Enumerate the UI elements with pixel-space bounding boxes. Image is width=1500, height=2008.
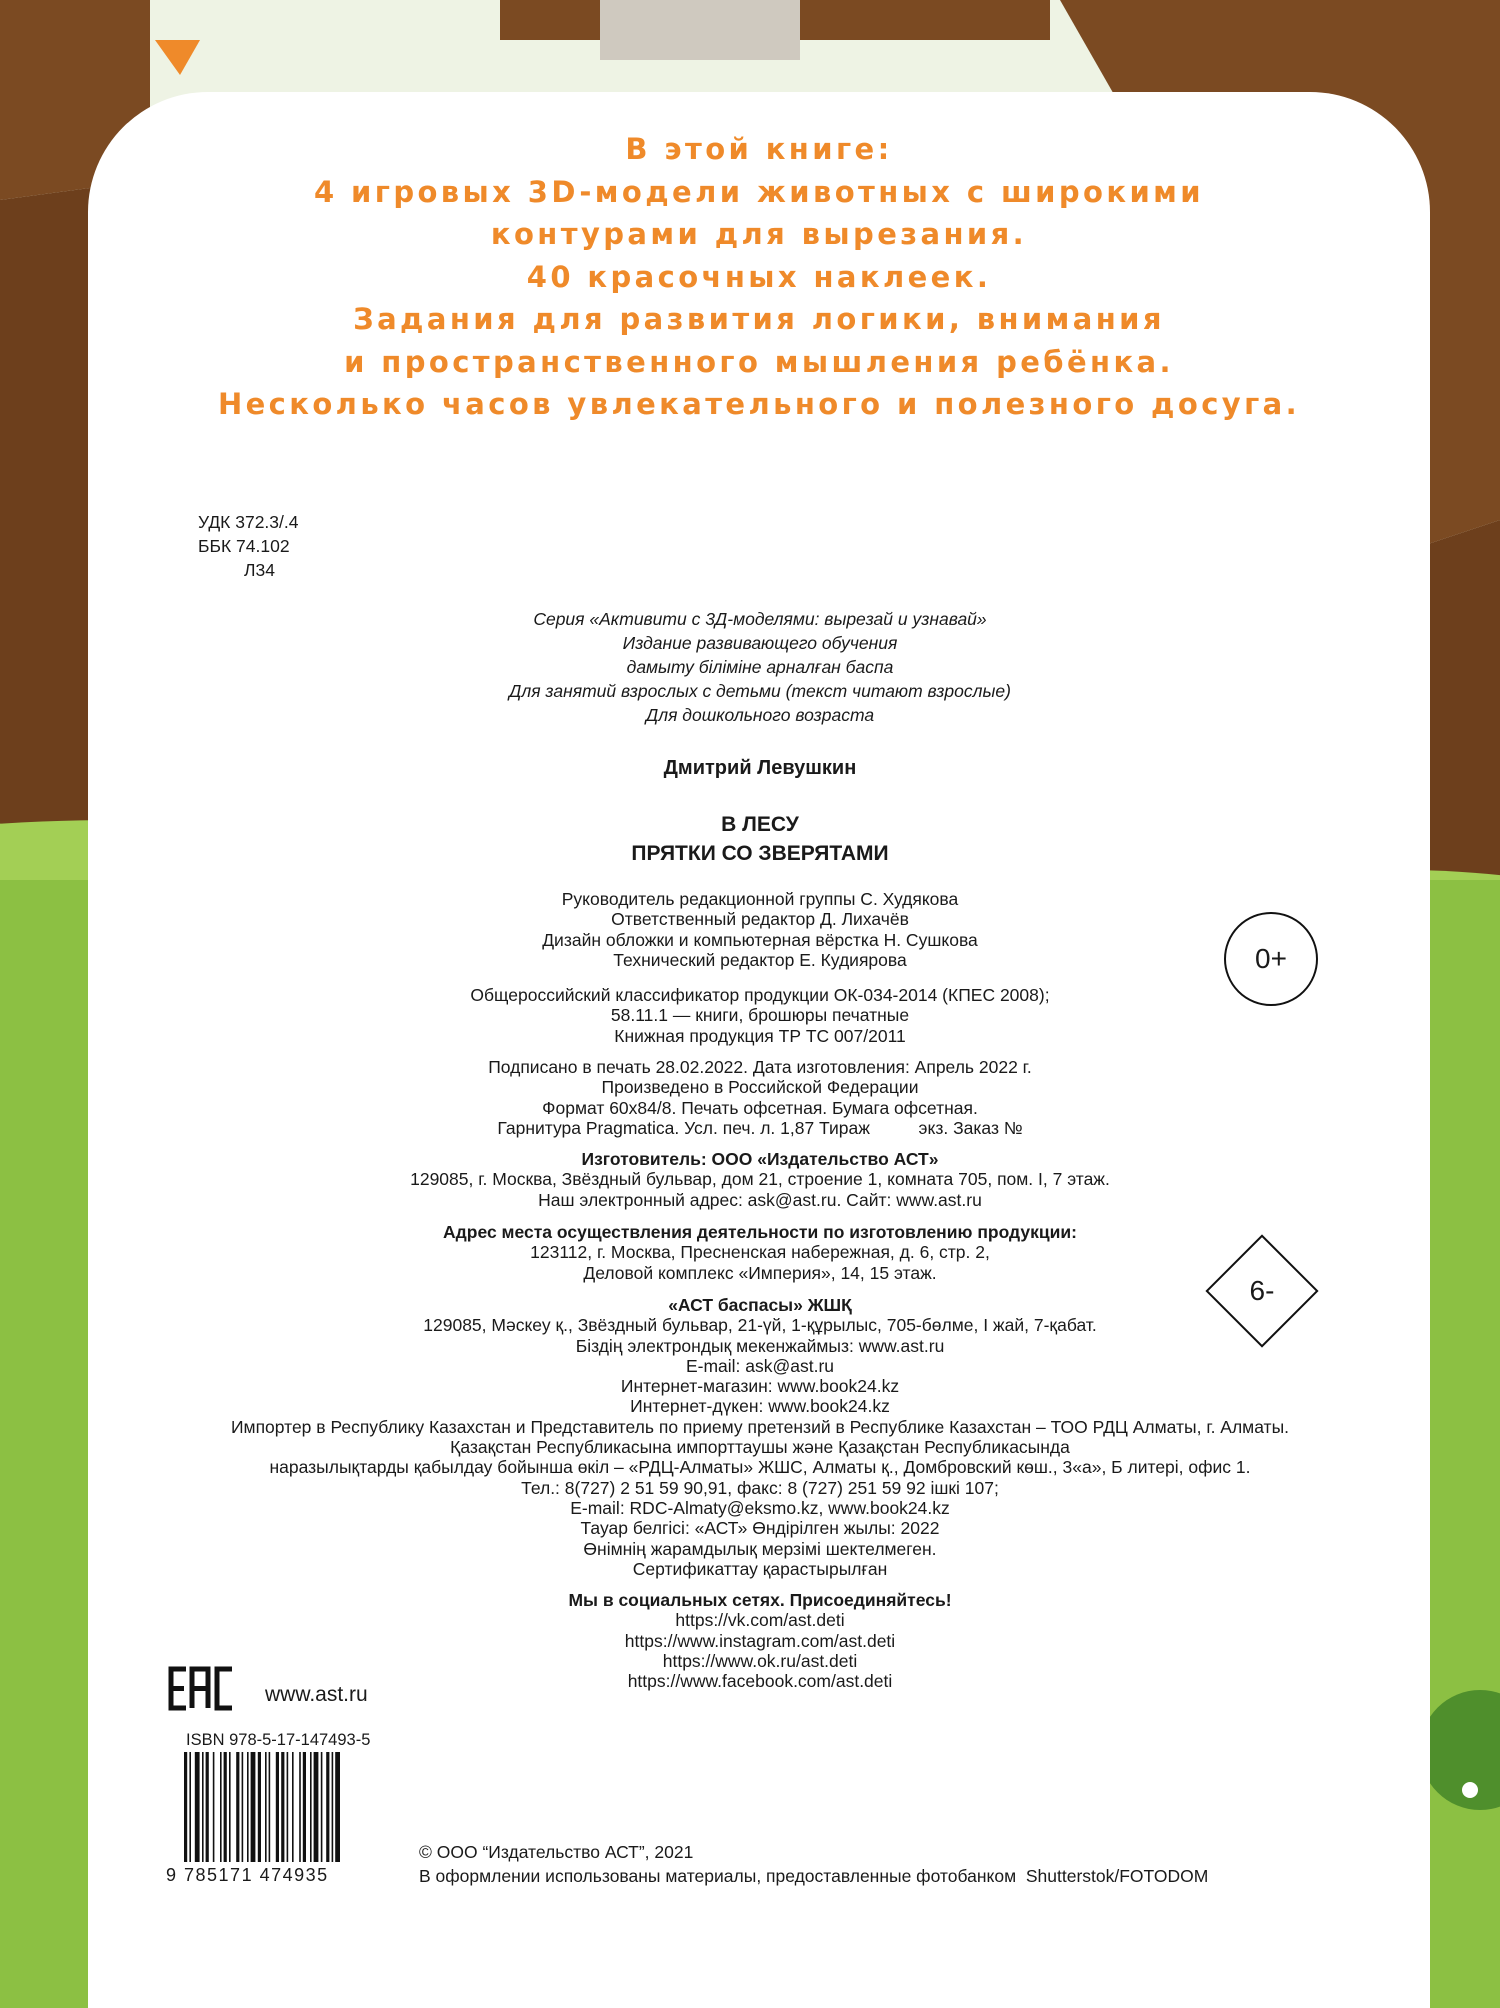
social-link-ok[interactable]: https://www.ok.ru/ast.deti — [662, 1650, 858, 1671]
print-info-line: Формат 60x84/8. Печать офсетная. Бумага офсетная. — [542, 1097, 978, 1118]
barcode-bar — [213, 1752, 215, 1862]
kz-publisher-line: 129085, Мәскеу қ., Звёздный бульвар, 21-үй, 1-құрылыс, 705-бөлме, I жай, 7-қабат. — [423, 1315, 1097, 1336]
kz-publisher-block — [100, 1295, 1420, 1579]
barcode-bar — [242, 1752, 244, 1862]
book-title-line: ПРЯТКИ СО ЗВЕРЯТАМИ — [631, 842, 889, 865]
kz-publisher-line: Қазақстан Республикасына импорттаушы және Қазақстан Республикасында — [450, 1437, 1070, 1458]
website-link[interactable]: www.ast.ru — [265, 1683, 368, 1706]
barcode-bar — [335, 1752, 340, 1862]
series-line: дамыту біліміне арналған баспа — [626, 657, 894, 677]
barcode-bar — [321, 1752, 323, 1862]
social-block — [100, 1590, 1420, 1691]
staff-line: Технический редактор Е. Кудиярова — [613, 949, 907, 970]
barcode-bar — [303, 1752, 306, 1862]
copyright-line: © ООО “Издательство АСТ”, 2021 — [419, 1842, 694, 1862]
author-mark: Л34 — [244, 560, 275, 580]
udc-code: УДК 372.3/.4 — [198, 512, 299, 532]
promo-line: 4 игровых 3D-модели животных с широкими — [313, 174, 1205, 209]
social-link-facebook[interactable]: https://www.facebook.com/ast.deti — [627, 1671, 893, 1692]
kz-publisher-heading: «АСТ баспасы» ЖШҚ — [668, 1295, 852, 1315]
book-title — [100, 810, 1420, 868]
barcode-bar — [236, 1752, 239, 1862]
promo-line: контурами для вырезания. — [490, 217, 1028, 251]
barcode-icon — [182, 1752, 392, 1864]
barcode-bar — [287, 1752, 289, 1862]
kz-publisher-line: Өнімнің жарамдылық мерзімі шектелмеген. — [583, 1538, 937, 1559]
barcode-bar — [326, 1752, 329, 1862]
kz-publisher-line: Тауар белгісі: «АСТ» Өндірілген жылы: 2022 — [580, 1518, 940, 1539]
barcode-digits: 9 785171 474935 — [166, 1865, 329, 1885]
kz-publisher-line: Біздің электрондық мекенжаймыз: www.ast.ru — [575, 1335, 945, 1356]
barcode-bar — [202, 1752, 204, 1862]
barcode-bar — [299, 1752, 301, 1862]
book-title-line: В ЛЕСУ — [721, 813, 799, 836]
print-info-line: Произведено в Российской Федерации — [601, 1077, 919, 1098]
series-line: Серия «Активити с 3Д-моделями: вырезай и узнавай» — [533, 609, 987, 629]
barcode-bar — [224, 1752, 227, 1862]
staff-line: Ответственный редактор Д. Лихачёв — [611, 909, 909, 930]
social-link-vk[interactable]: https://vk.com/ast.deti — [675, 1610, 845, 1631]
eac-mark-icon — [168, 1666, 236, 1711]
manufacturer-line: Наш электронный адрес: ask@ast.ru. Сайт: www.ast.ru — [538, 1189, 982, 1210]
production-address-line: 123112, г. Москва, Пресненская набережная, д. 6, стр. 2, — [530, 1242, 990, 1263]
barcode-bar — [310, 1752, 312, 1862]
manufacturer-heading: Изготовитель: ООО «Издательство АСТ» — [581, 1149, 939, 1169]
barcode-bar — [251, 1752, 256, 1862]
kz-publisher-line: Интернет-магазин: www.book24.kz — [620, 1376, 900, 1397]
barcode-bar — [229, 1752, 231, 1862]
social-link-instagram[interactable]: https://www.instagram.com/ast.deti — [624, 1630, 896, 1651]
production-address-heading: Адрес места осуществления деятельности по изготовлению продукции: — [443, 1222, 1077, 1242]
barcode-bar — [281, 1752, 284, 1862]
kz-publisher-line: Сертификаттау қарастырылған — [632, 1558, 888, 1579]
barcode-bar — [314, 1752, 319, 1862]
promo-line: и пространственного мышления ребёнка. — [344, 344, 1174, 379]
kz-publisher-line: Тел.: 8(727) 2 51 59 90,91, факс: 8 (727) 251 59 92 ішкі 107; — [521, 1477, 999, 1498]
isbn-number: ISBN 978-5-17-147493-5 — [186, 1731, 371, 1749]
promo-block — [88, 128, 1430, 426]
manufacturer-block — [100, 1149, 1420, 1210]
series-line: Издание развивающего обучения — [622, 633, 898, 653]
barcode-bar — [195, 1752, 200, 1862]
bbk-code: ББК 74.102 — [198, 536, 290, 556]
barcode-bar — [269, 1752, 271, 1862]
series-block — [100, 607, 1420, 727]
barcode-bar — [292, 1752, 294, 1862]
age-rating-6minus: 6- — [1249, 1275, 1275, 1306]
barcode-bar — [265, 1752, 267, 1862]
kz-publisher-line: E-mail: ask@ast.ru — [685, 1355, 835, 1376]
promo-line: 40 красочных наклеек. — [526, 259, 992, 294]
production-address-line: Деловой комплекс «Империя», 14, 15 этаж. — [583, 1262, 937, 1283]
print-info-line: Гарнитура Pragmatica. Усл. печ. л. 1,87 Тираж экз. Заказ № — [497, 1117, 1023, 1138]
barcode-bar — [184, 1752, 187, 1862]
staff-line: Дизайн обложки и компьютерная вёрстка Н. Сушкова — [542, 929, 978, 950]
author-name: Дмитрий Левушкин — [663, 757, 857, 779]
promo-line: В этой книге: — [625, 132, 893, 166]
print-info-block — [100, 1057, 1420, 1138]
classifier-line: Книжная продукция ТР ТС 007/2011 — [614, 1025, 906, 1046]
classifier-line: 58.11.1 — книги, брошюры печатные — [610, 1005, 910, 1026]
staff-block — [100, 889, 1420, 970]
promo-line: Задания для развития логики, внимания — [353, 302, 1165, 336]
classification-codes — [198, 510, 299, 582]
print-info-line: Подписано в печать 28.02.2022. Дата изготовления: Апрель 2022 г. — [488, 1057, 1032, 1077]
barcode-bar — [276, 1752, 279, 1862]
barcode-bar — [247, 1752, 249, 1862]
barcode-bar — [258, 1752, 261, 1862]
classifier-line: Общероссийский классификатор продукции ОК-034-2014 (КПЕС 2008); — [470, 985, 1050, 1005]
barcode-bar — [332, 1752, 334, 1862]
copyright-block — [419, 1840, 1208, 1888]
manufacturer-line: 129085, г. Москва, Звёздный бульвар, дом 21, строение 1, комната 705, пом. I, 7 этаж. — [410, 1169, 1110, 1190]
series-line: Для дошкольного возраста — [645, 705, 875, 725]
kz-publisher-line: E-mail: RDC-Almaty@eksmo.kz, www.book24.kz — [570, 1497, 950, 1518]
staff-line: Руководитель редакционной группы С. Худякова — [561, 889, 959, 909]
barcode-bar — [206, 1752, 209, 1862]
kz-publisher-line: Интернет-дүкен: www.book24.kz — [630, 1396, 890, 1417]
classifier-block — [100, 985, 1420, 1046]
barcode-bar — [220, 1752, 222, 1862]
social-heading: Мы в социальных сетях. Присоединяйтесь! — [568, 1590, 952, 1610]
photo-credit-line: В оформлении использованы материалы, предоставленные фотобанком Shutterstok/FOTODOM — [419, 1866, 1209, 1886]
series-line: Для занятий взрослых с детьми (текст читают взрослые) — [509, 681, 1011, 701]
barcode-bar — [189, 1752, 191, 1862]
kz-publisher-line: Импортер в Республику Казахстан и Представитель по приему претензий в Республике Казахстан – ТОО РДЦ Алматы, г. Алматы. — [230, 1416, 1290, 1437]
age-rating-0plus: 0+ — [1224, 912, 1318, 1006]
kz-publisher-line: наразылықтарды қабылдау бойынша өкіл – «РДЦ-Алматы» ЖШС, Алматы қ., Домбровский көш., 3«а», Б литері, офис 1. — [269, 1457, 1251, 1478]
promo-line: Несколько часов увлекательного и полезного досуга. — [217, 387, 1301, 421]
